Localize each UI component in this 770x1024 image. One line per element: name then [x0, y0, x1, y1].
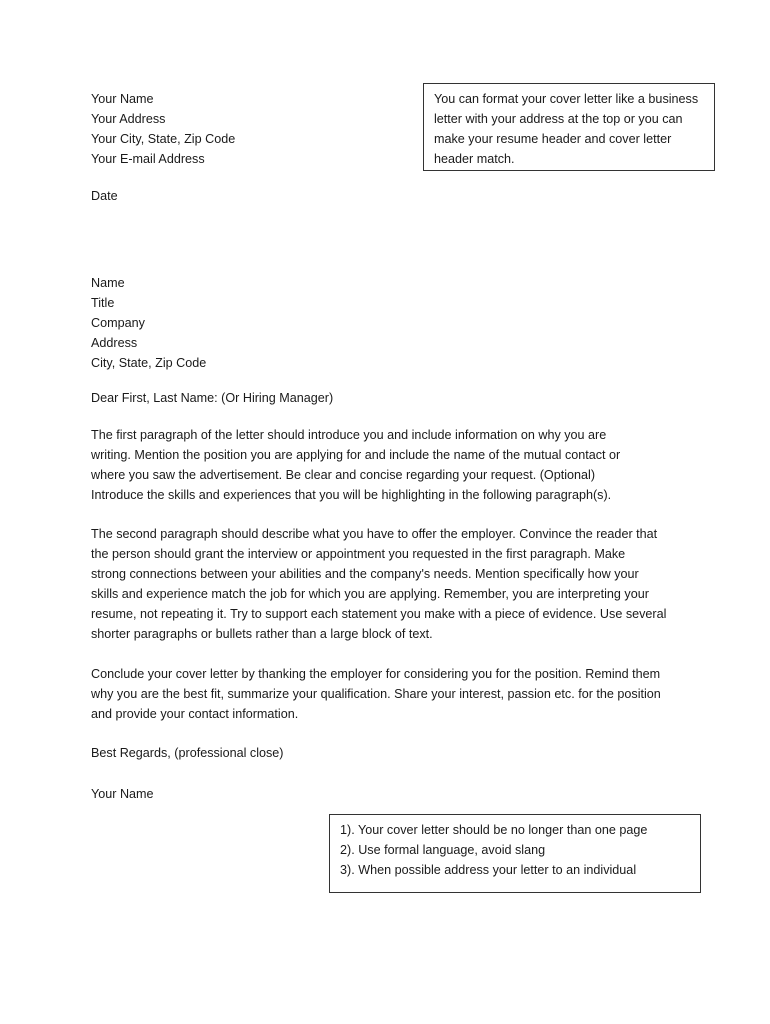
paragraph-line: Conclude your cover letter by thanking the employer for considering you for the position. Remind them [91, 667, 661, 681]
sender-name: Your Name [91, 92, 154, 106]
salutation: Dear First, Last Name: (Or Hiring Manager) [91, 391, 334, 405]
letter-date: Date [91, 189, 118, 203]
paragraph-line: and provide your contact information. [91, 707, 299, 721]
sender-city-state-zip: Your City, State, Zip Code [91, 132, 236, 146]
recipient-title: Title [91, 296, 115, 310]
header-note-line: header match. [434, 152, 515, 166]
recipient-address-block [91, 273, 206, 373]
header-note-line: make your resume header and cover letter [434, 132, 672, 146]
paragraph-line: where you saw the advertisement. Be clear and concise regarding your request. (Optional) [91, 468, 596, 482]
paragraph-line: the person should grant the interview or appointment you requested in the first paragraph. Make [91, 547, 626, 561]
recipient-city-state-zip: City, State, Zip Code [91, 356, 207, 370]
recipient-name: Name [91, 276, 125, 290]
header-note-line: letter with your address at the top or you can [434, 112, 683, 126]
paragraph-line: strong connections between your abilities and the company's needs. Mention specifically how your [91, 567, 639, 581]
header-format-note-box [423, 83, 715, 171]
tips-note-box [329, 814, 701, 893]
header-note-line: You can format your cover letter like a business [434, 92, 699, 106]
paragraph-line: The second paragraph should describe what you have to offer the employer. Convince the reader that [91, 527, 658, 541]
tip-line: 3). When possible address your letter to an individual [340, 863, 637, 877]
sender-address: Your Address [91, 112, 166, 126]
recipient-address: Address [91, 336, 138, 350]
paragraph-line: writing. Mention the position you are applying for and include the name of the mutual contact or [91, 448, 621, 462]
paragraph-line: shorter paragraphs or bullets rather than a large block of text. [91, 627, 433, 641]
signature-name: Your Name [91, 787, 154, 801]
paragraph-introduction [91, 425, 620, 505]
tip-line: 1). Your cover letter should be no longer than one page [340, 823, 648, 837]
paragraph-line: Introduce the skills and experiences that you will be highlighting in the following paragraph(s). [91, 488, 612, 502]
paragraph-conclusion [91, 664, 661, 724]
sender-address-block [91, 89, 235, 169]
paragraph-line: why you are the best fit, summarize your qualification. Share your interest, passion etc. for the position [91, 687, 661, 701]
closing: Best Regards, (professional close) [91, 746, 284, 760]
paragraph-offer [91, 524, 666, 644]
tip-line: 2). Use formal language, avoid slang [340, 843, 546, 857]
paragraph-line: resume, not repeating it. Try to support each statement you make with a piece of evidence. Use several [91, 607, 667, 621]
recipient-company: Company [91, 316, 145, 330]
paragraph-line: skills and experience match the job for which you are applying. Remember, you are interpreting your [91, 587, 649, 601]
paragraph-line: The first paragraph of the letter should introduce you and include information on why you are [91, 428, 607, 442]
sender-email: Your E-mail Address [91, 152, 205, 166]
